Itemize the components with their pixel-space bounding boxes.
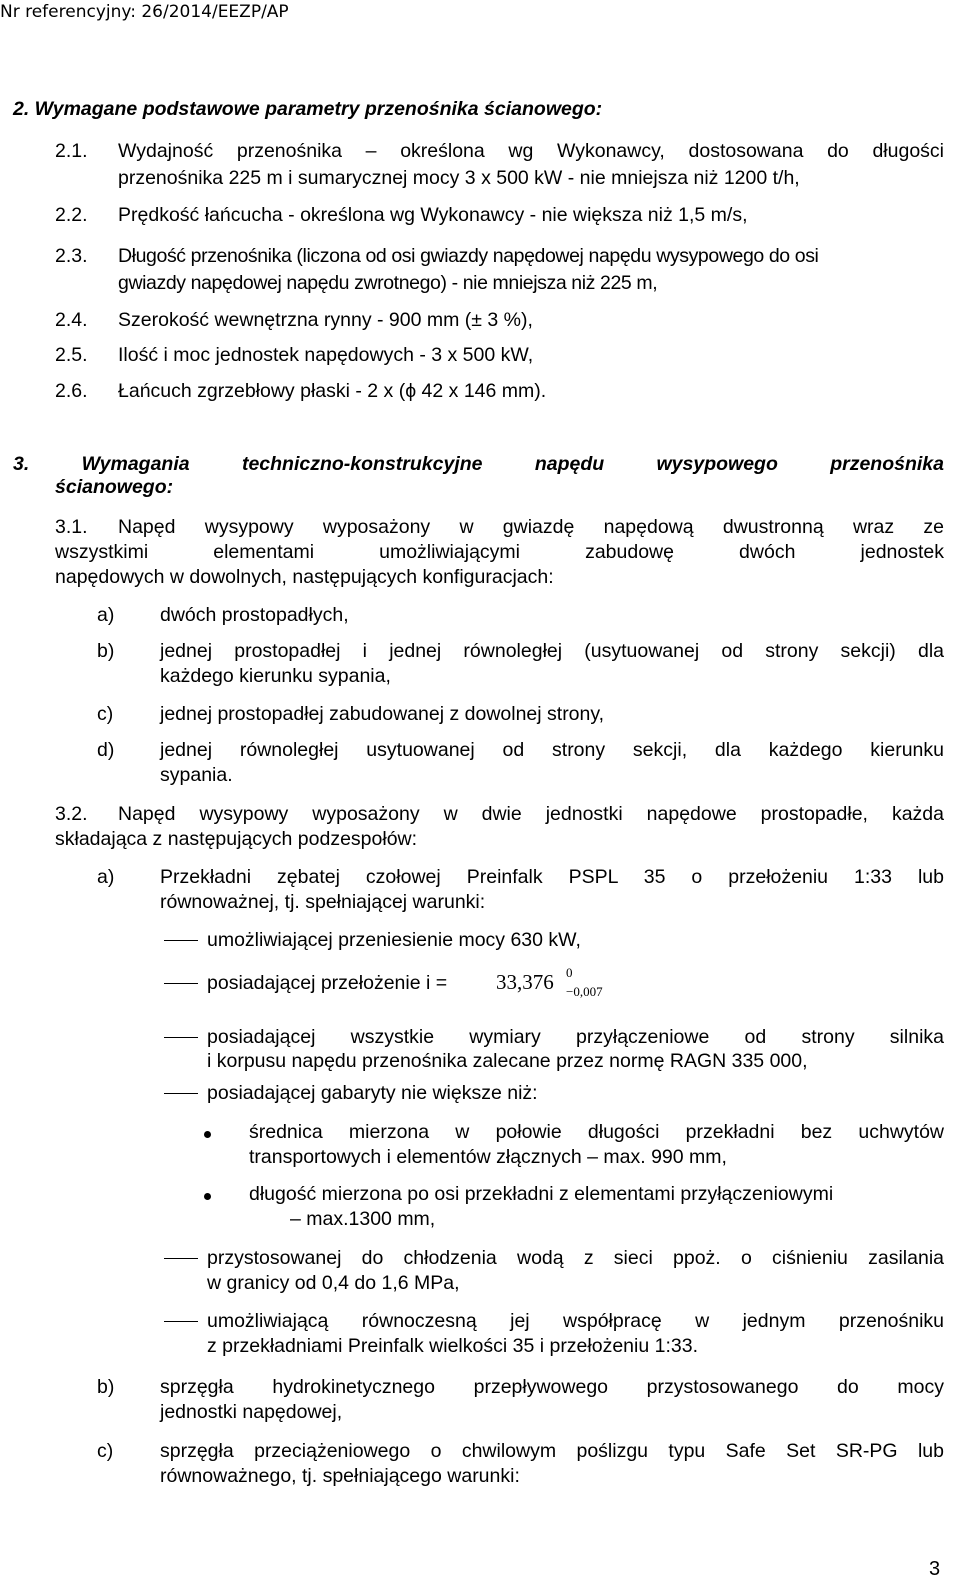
dash-item-text: z przekładniami Preinfalk wielkości 35 i przełożeniu 1:33.: [207, 1335, 698, 1357]
option-letter: c): [97, 703, 114, 725]
bullet-item-text: długość mierzona po osi przekładni z elementami przyłączeniowymi: [249, 1183, 834, 1205]
dash-marker: [164, 1258, 198, 1259]
option-text: sypania.: [160, 764, 233, 786]
paragraph-line: wszystkimi elementami umożliwiającymi zabudowę dwóch jednostek: [55, 541, 944, 563]
item-number: 3.1.: [55, 516, 88, 538]
dash-item-text: posiadającej wszystkie wymiary przyłączeniowe od strony silnika: [207, 1026, 944, 1048]
item-text: Długość przenośnika (liczona od osi gwiazdy napędowej napędu wysypowego do osi: [118, 245, 819, 267]
option-text: równoważnej, tj. spełniającej warunki:: [160, 891, 486, 913]
ratio-upper-tolerance: 0: [566, 965, 573, 980]
paragraph-line: Napęd wysypowy wyposażony w gwiazdę napędową dwustronną wraz ze: [118, 516, 944, 538]
item-number: 2.2.: [55, 204, 88, 226]
option-letter: c): [97, 1440, 114, 1462]
bullet-item-text: średnica mierzona w połowie długości przekładni bez uchwytów: [249, 1121, 944, 1143]
option-text: sprzęgła przeciążeniowego o chwilowym poślizgu typu Safe Set SR-PG lub: [160, 1440, 944, 1462]
dash-item-text: i korpusu napędu przenośnika zalecane przez normę RAGN 335 000,: [207, 1050, 808, 1072]
bullet-marker: [204, 1131, 211, 1138]
option-text: dwóch prostopadłych,: [160, 604, 349, 626]
dash-marker: [164, 1321, 198, 1322]
bullet-marker: [204, 1193, 211, 1200]
dash-item-text: posiadającej gabaryty nie większe niż:: [207, 1082, 538, 1104]
item-number: 2.1.: [55, 140, 88, 162]
option-text: jednej prostopadłej zabudowanej z dowolnej strony,: [160, 703, 605, 725]
option-text: jednej prostopadłej i jednej równoległej (usytuowanej od strony sekcji) dla: [160, 640, 944, 662]
option-text: sprzęgła hydrokinetycznego przepływowego przystosowanego do mocy: [160, 1376, 944, 1398]
option-letter: d): [97, 739, 115, 761]
option-text: każdego kierunku sypania,: [160, 665, 391, 687]
dash-item-text: umożliwiającą równoczesną jej współpracę w jednym przenośniku: [207, 1310, 944, 1332]
reference-number: Nr referencyjny: 26/2014/EEZP/AP: [0, 2, 289, 22]
section-2-heading: 2. Wymagane podstawowe parametry przenośnika ścianowego:: [13, 98, 603, 120]
paragraph-line: napędowych w dowolnych, następujących konfiguracjach:: [55, 566, 554, 588]
item-text: Szerokość wewnętrzna rynny - 900 mm (± 3 %),: [118, 309, 533, 331]
ratio-lower-tolerance: −0,007: [566, 984, 603, 999]
option-text: równoważnego, tj. spełniającego warunki:: [160, 1465, 520, 1487]
option-letter: b): [97, 640, 115, 662]
dash-item-text: umożliwiającej przeniesienie mocy 630 kW,: [207, 929, 581, 951]
dash-item-text: w granicy od 0,4 do 1,6 MPa,: [207, 1272, 460, 1294]
item-number: 3.2.: [55, 803, 88, 825]
dash-marker: [164, 983, 198, 984]
item-text: gwiazdy napędowej napędu zwrotnego) - nie mniejsza niż 225 m,: [118, 272, 658, 294]
paragraph-line: Napęd wysypowy wyposażony w dwie jednostki napędowe prostopadłe, każda: [118, 803, 944, 825]
item-number: 2.3.: [55, 245, 88, 267]
option-letter: a): [97, 866, 115, 888]
item-text: Łańcuch zgrzebłowy płaski - 2 x (ϕ 42 x 146 mm).: [118, 380, 547, 402]
dash-item-text: przystosowanej do chłodzenia wodą z sieci ppoż. o ciśnieniu zasilania: [207, 1247, 944, 1269]
option-text: jednostki napędowej,: [160, 1401, 343, 1423]
paragraph-line: składająca z następujących podzespołów:: [55, 828, 418, 850]
item-number: 2.5.: [55, 344, 88, 366]
option-letter: a): [97, 604, 115, 626]
bullet-item-text: – max.1300 mm,: [290, 1208, 436, 1230]
item-text: przenośnika 225 m i sumarycznej mocy 3 x 500 kW - nie mniejsza niż 1200 t/h,: [118, 167, 800, 189]
dash-marker: [164, 1093, 198, 1094]
item-number: 2.4.: [55, 309, 88, 331]
bullet-item-text: transportowych i elementów złącznych – max. 990 mm,: [249, 1146, 727, 1168]
option-text: jednej równoległej usytuowanej od strony sekcji, dla każdego kierunku: [160, 739, 944, 761]
item-text: Ilość i moc jednostek napędowych - 3 x 500 kW,: [118, 344, 534, 366]
item-text: Wydajność przenośnika – określona wg Wykonawcy, dostosowana do długości: [118, 140, 944, 162]
item-text: Prędkość łańcucha - określona wg Wykonawcy - nie większa niż 1,5 m/s,: [118, 204, 748, 226]
page-number: 3: [929, 1558, 941, 1580]
dash-marker: [164, 940, 198, 941]
dash-item-text: posiadającej przełożenie i =: [207, 972, 448, 994]
item-number: 2.6.: [55, 380, 88, 402]
option-text: Przekładni zębatej czołowej Preinfalk PSPL 35 o przełożeniu 1:33 lub: [160, 866, 944, 888]
section-3-heading: 3. Wymagania techniczno-konstrukcyjne napędu wysypowego przenośnika: [13, 453, 944, 475]
dash-marker: [164, 1037, 198, 1038]
option-letter: b): [97, 1376, 115, 1398]
section-3-heading-cont: ścianowego:: [55, 476, 174, 498]
ratio-formula: 33,376: [496, 970, 554, 994]
